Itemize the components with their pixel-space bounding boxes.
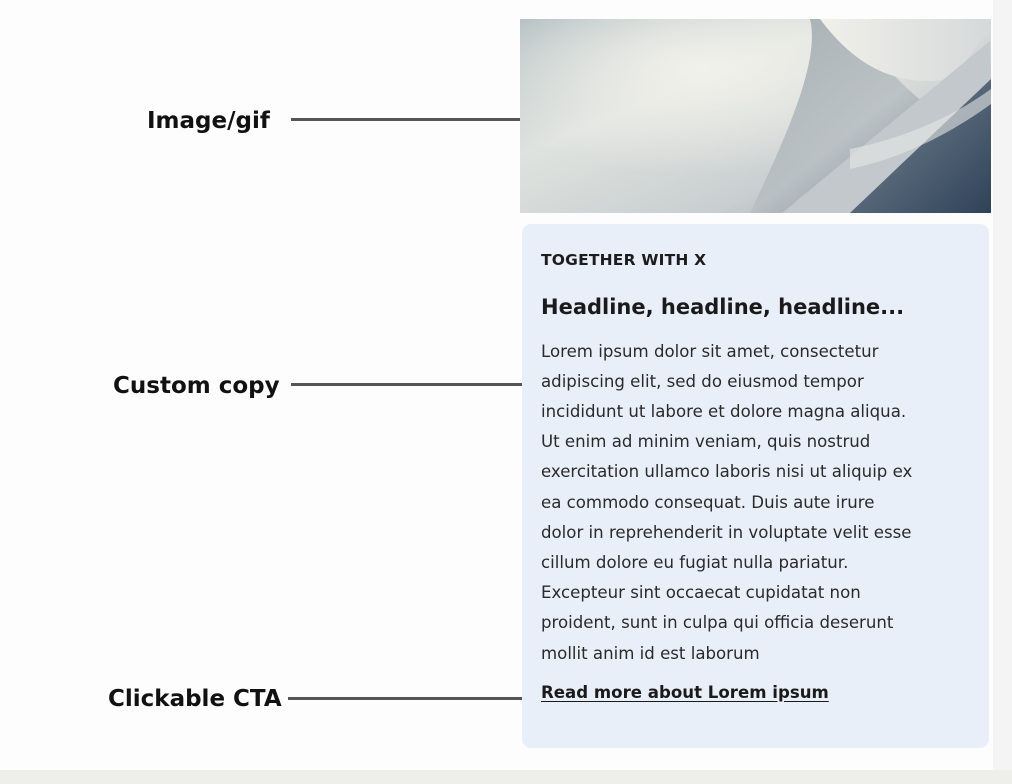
- body-line: ea commodo consequat. Duis aute irure: [541, 492, 875, 512]
- sponsor-eyebrow: TOGETHER WITH X: [541, 251, 707, 269]
- read-more-cta-link[interactable]: Read more about Lorem ipsum: [541, 682, 829, 702]
- card-headline: Headline, headline, headline...: [541, 294, 905, 319]
- body-line: mollit anim id est laborum: [541, 643, 760, 663]
- callout-label-copy: Custom copy: [113, 373, 280, 399]
- callout-label-image: Image/gif: [147, 108, 270, 134]
- callout-connector-cta: [288, 697, 522, 700]
- body-line: proident, sunt in culpa qui officia deserunt: [541, 613, 894, 633]
- callout-label-cta: Clickable CTA: [108, 686, 282, 712]
- hero-image: [520, 19, 991, 213]
- callout-connector-image: [291, 118, 520, 121]
- bottom-edge-band: [0, 770, 1012, 784]
- body-line: adipiscing elit, sed do eiusmod tempor: [541, 371, 864, 391]
- callout-connector-copy: [291, 383, 522, 386]
- body-line: cillum dolore eu fugiat nulla pariatur.: [541, 552, 849, 572]
- right-edge-strip: [993, 0, 1012, 770]
- ad-card: [522, 224, 989, 748]
- body-line: incididunt ut labore et dolore magna aliqua.: [541, 401, 907, 421]
- body-line: dolor in reprehenderit in voluptate velit esse: [541, 522, 912, 542]
- abstract-architecture-image: [520, 19, 991, 213]
- body-line: exercitation ullamco laboris nisi ut aliquip ex: [541, 462, 913, 482]
- body-line: Excepteur sint occaecat cupidatat non: [541, 583, 861, 603]
- body-line: Ut enim ad minim veniam, quis nostrud: [541, 432, 871, 452]
- body-line: Lorem ipsum dolor sit amet, consectetur: [541, 341, 879, 361]
- card-body-copy: [541, 337, 971, 669]
